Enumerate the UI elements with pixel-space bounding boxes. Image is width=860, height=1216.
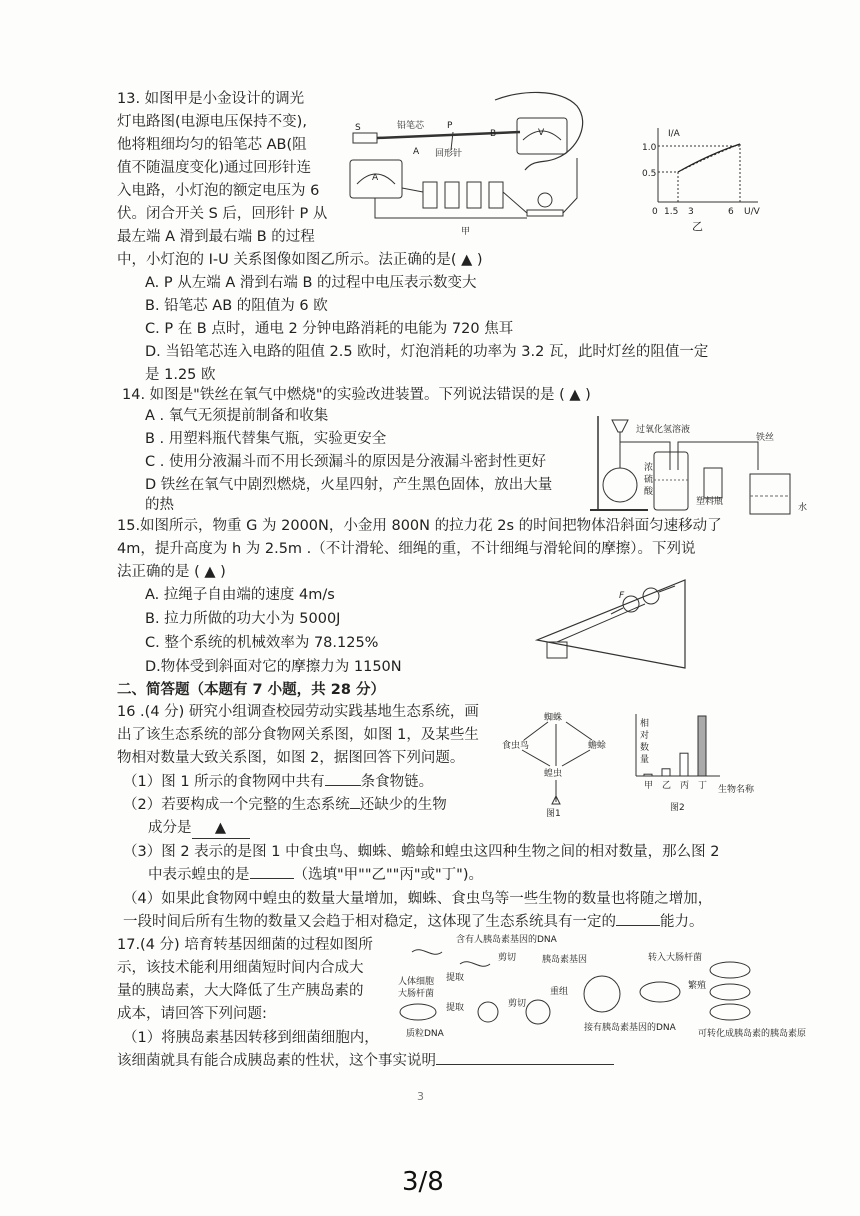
q16-q2-cont-text: 成分是 (148, 820, 192, 836)
pencil-label: 铅笔芯 (397, 121, 425, 131)
extract-label-1: 提取 (446, 973, 465, 983)
acid-label-1: 浓 (644, 463, 654, 473)
cut-label-2: 剪切 (508, 999, 527, 1009)
q17-line-6 (117, 1051, 614, 1071)
bar-label-1: 甲 (644, 781, 654, 791)
end-a-label: A (413, 147, 420, 157)
q13-line-2: 灯电路图(电源电压保持不变), (117, 114, 307, 130)
chart-ylabel-1: 相 (640, 719, 650, 729)
page-number: 3 (417, 1090, 424, 1103)
q13-line-3: 他将粗细均匀的铅笔芯 AB(阻 (117, 137, 307, 153)
food-web-caption: 图1 (546, 809, 561, 818)
q17-line-5: （1）将胰岛素基因转移到细菌细胞内， (123, 1030, 379, 1046)
iu-graph-xlabel: U/V (744, 207, 760, 217)
q13-line-1: 13. 如图甲是小金设计的调光 (117, 91, 305, 107)
recombinant-dna-label: 接有胰岛素基因的DNA (584, 1023, 676, 1033)
chart-ylabel-3: 数 (640, 743, 650, 753)
q16-line-1: 16 .(4 分) 研究小组调查校园劳动实践基地生态系统，画 (117, 704, 479, 720)
acid-label-3: 酸 (644, 487, 654, 497)
q14-option-b: B . 用塑料瓶代替集气瓶，实验更安全 (145, 431, 387, 447)
q16-q4-cont (123, 912, 704, 932)
q17-answer-blank (436, 1064, 614, 1065)
q15-option-c: C. 整个系统的机械效率为 78.125% (145, 635, 379, 651)
chart-xlabel: 生物名称 (718, 785, 755, 795)
q16-q2-gap (350, 808, 360, 809)
plasmid-label: 质粒DNA (406, 1029, 444, 1039)
q15-line-2: 4m，提升高度为 h 为 2.5m .（不计滑轮、细绳的重，不计细绳与滑轮间的摩擦）。下列说 (117, 541, 696, 557)
force-f-label: F (619, 591, 625, 601)
q14-option-d-cont: 的热 (145, 497, 174, 513)
chart-ylabel-2: 对 (640, 731, 650, 741)
q13-option-d-cont: 是 1.25 欧 (145, 367, 216, 383)
iu-graph-x3: 6 (728, 207, 734, 217)
q17-line-1: 17.(4 分) 培育转基因细菌的过程如图所 (117, 937, 373, 953)
q13-line-8: 中，小灯泡的 I-U 关系图像如图乙所示。法正确的是( ▲ ) (117, 252, 483, 268)
q15-option-a: A. 拉绳子自由端的速度 4m/s (145, 587, 335, 603)
iu-graph-y2: 0.5 (642, 169, 657, 179)
q16-q3-cont-text: 中表示蝗虫的是 (148, 867, 250, 883)
q14-option-a: A . 氧气无须提前制备和收集 (145, 408, 329, 424)
q16-q3-cont (148, 865, 483, 885)
circuit-figure (345, 88, 595, 240)
q13-line-5: 入电路，小灯泡的额定电压为 6 (117, 183, 320, 199)
bar-3 (680, 753, 688, 776)
bar-2 (662, 769, 670, 776)
q13-option-a: A. P 从左端 A 滑到右端 B 的过程中电压表示数变大 (145, 275, 477, 291)
bar-label-2: 乙 (662, 781, 672, 791)
q14-stem: 14. 如图是"铁丝在氧气中燃烧"的实验改进装置。下列说法错误的是 ( ▲ ) (122, 387, 591, 403)
iu-graph-x2: 3 (688, 207, 694, 217)
ammeter-label: A (372, 173, 379, 183)
q15-line-3: 法正确的是 ( ▲ ) (117, 564, 226, 580)
iu-graph-x1: 1.5 (664, 207, 679, 217)
iu-graph-x0: 0 (652, 207, 658, 217)
figure-yi-caption: 乙 (692, 220, 703, 232)
q16-q2-text: （2）若要构成一个完整的生态系统 (123, 797, 350, 813)
chart-ylabel-4: 量 (640, 755, 650, 765)
plastic-bottle-label: 塑料瓶 (696, 497, 724, 507)
q16-q2 (123, 795, 447, 815)
iron-wire-label: 铁丝 (756, 433, 775, 443)
bar-label-4: 丁 (698, 781, 708, 791)
product-label: 可转化成胰岛素的胰岛素原 (698, 1029, 807, 1039)
food-web-bird: 食虫鸟 (502, 741, 530, 751)
q13-line-6: 伏。闭合开关 S 后，回形针 P 从 (117, 206, 328, 222)
chart-caption: 图2 (670, 803, 685, 813)
food-web-spider: 蜘蛛 (544, 713, 563, 723)
q16-q2-tail: 还缺少的生物 (359, 797, 447, 813)
bar-chart-figure (630, 712, 770, 816)
iu-graph-ylabel: I/A (668, 129, 680, 139)
q16-q4-blank (616, 925, 660, 926)
q17-line-4: 成本，请回答下列问题: (117, 1006, 267, 1022)
acid-label-2: 硫 (644, 475, 654, 485)
into-ecoli-label: 转入大肠杆菌 (648, 953, 703, 963)
incline-pulley-figure (535, 572, 687, 672)
q13-option-d: D. 当铅笔芯连入电路的阻值 2.5 欧时，灯泡消耗的功率为 3.2 瓦，此时灯丝的阻值一定 (145, 344, 709, 360)
q16-q4-cont-tail: 能力。 (660, 914, 704, 930)
cut-label-1: 剪切 (498, 953, 517, 963)
extract-label-2: 提取 (446, 1003, 465, 1013)
q16-line-3: 物相对数量大致关系图，如图 2，据图回答下列问题。 (117, 750, 465, 766)
section-2-heading: 二、简答题（本题有 7 小题，共 28 分） (117, 682, 385, 698)
ecoli-label: 大肠杆菌 (398, 989, 435, 999)
voltmeter-label: V (538, 128, 545, 138)
food-web-figure (500, 708, 620, 818)
q16-q3-blank (250, 878, 294, 879)
clip-label: 回形针 (435, 149, 463, 159)
q13-option-b: B. 铅笔芯 AB 的阻值为 6 欧 (145, 298, 328, 314)
q16-q1 (123, 772, 433, 792)
q14-option-c: C . 使用分液漏斗而不用长颈漏斗的原因是分液漏斗密封性更好 (145, 454, 546, 470)
q16-line-2: 出了该生态系统的部分食物网关系图，如图 1，及某些生 (117, 727, 479, 743)
gene-transfer-figure (398, 930, 818, 1048)
q16-q4: （4）如果此食物网中蝗虫的数量大量增加，蜘蛛、食虫鸟等一些生物的数量也将随之增加， (123, 891, 713, 907)
breed-label: 繁殖 (688, 981, 707, 991)
h2o2-label: 过氧化氢溶液 (636, 425, 691, 435)
q16-q1-blank (325, 785, 361, 786)
q14-option-d: D 铁丝在氧气中剧烈燃烧，火星四射，产生黑色固体，放出大量 (145, 477, 553, 493)
q16-q1-text: （1）图 1 所示的食物网中共有 (123, 774, 325, 790)
q16-q2-cont (148, 818, 250, 839)
q16-q1-tail: 条食物链。 (360, 774, 434, 790)
q15-line-1: 15.如图所示，物重 G 为 2000N，小金用 800N 的拉力花 2s 的时间把物体沿斜面匀速移动了 (117, 518, 722, 534)
water-label: 水 (798, 503, 808, 513)
bar-4 (698, 716, 706, 776)
q13-line-7: 最左端 A 滑到最右端 B 的过程 (117, 229, 315, 245)
q15-option-d: D.物体受到斜面对它的摩擦力为 1150N (145, 659, 402, 675)
human-cell-label: 人体细胞 (398, 977, 435, 987)
bar-label-3: 丙 (680, 781, 690, 791)
q17-line-2: 示，该技术能利用细菌短时间内合成大 (117, 960, 364, 976)
slider-p-label: P (447, 121, 453, 131)
oxygen-apparatus-figure (588, 410, 820, 518)
q17-line-6-text: 该细菌就具有能合成胰岛素的性状，这个事实说明 (117, 1053, 436, 1069)
q13-option-c: C. P 在 B 点时，通电 2 分钟电路消耗的电能为 720 焦耳 (145, 321, 514, 337)
q13-line-4: 值不随温度变化)通过回形针连 (117, 160, 312, 176)
dna-label: 含有人胰岛素基因的DNA (456, 935, 557, 945)
recombine-label: 重组 (550, 987, 569, 997)
q17-line-3: 量的胰岛素，大大降低了生产胰岛素的 (117, 983, 364, 999)
food-web-locust: 蝗虫 (544, 769, 563, 779)
q16-q4-cont-text: 一段时间后所有生物的数量又会趋于相对稳定，这体现了生态系统具有一定的 (123, 914, 616, 930)
end-b-label: B (490, 129, 497, 139)
switch-label: S (355, 123, 361, 133)
q15-option-b: B. 拉力所做的功大小为 5000J (145, 611, 341, 627)
iu-graph-y1: 1.0 (642, 143, 657, 153)
gene-label: 胰岛素基因 (542, 955, 588, 965)
q16-q2-blank: ▲ (192, 818, 250, 839)
q16-q3: （3）图 2 表示的是图 1 中食虫鸟、蜘蛛、蟾蜍和蝗虫这四种生物之间的相对数量，那么图 2 (123, 844, 720, 860)
figure-jia-caption: 甲 (461, 227, 471, 237)
q16-q3-cont-tail: （选填"甲""乙""丙"或"丁")。 (293, 867, 484, 883)
bar-1 (644, 774, 652, 776)
food-web-toad: 蟾蜍 (588, 741, 607, 751)
iu-graph-figure (640, 122, 768, 232)
page-footer: 3/8 (402, 1167, 444, 1197)
